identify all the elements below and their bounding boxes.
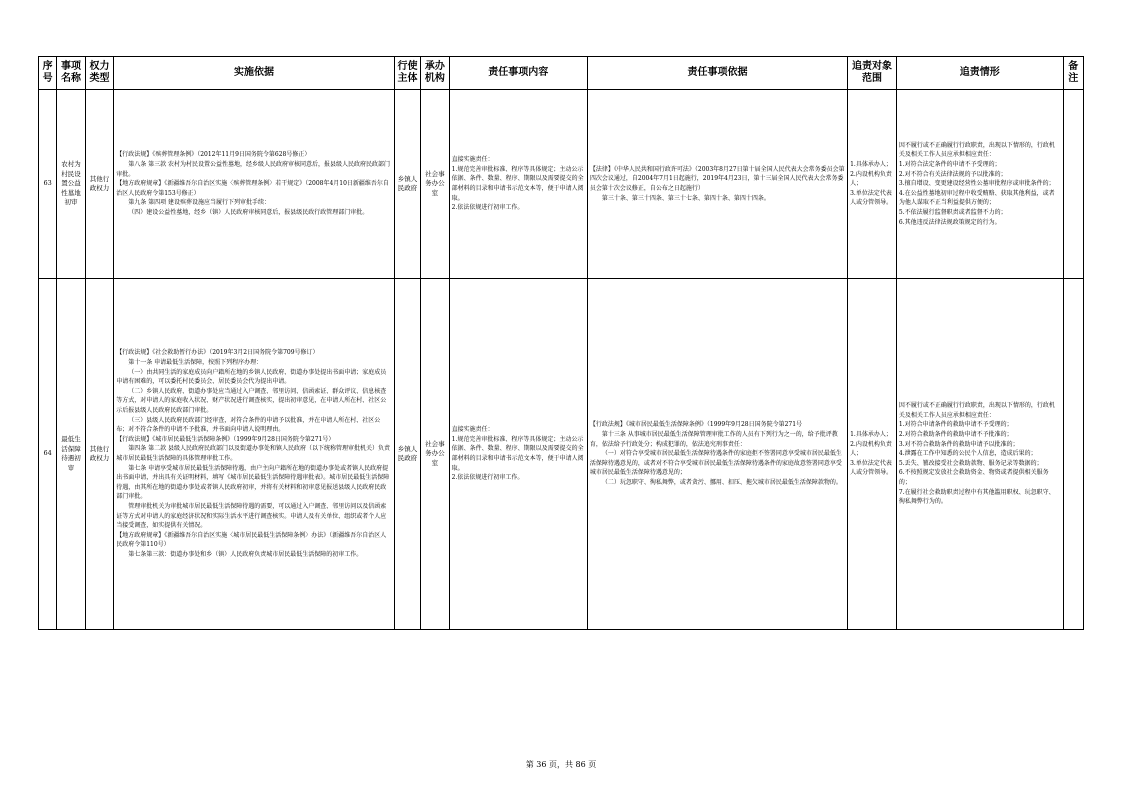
table-row — [39, 279, 1084, 630]
duty-basis-cell — [587, 90, 847, 279]
table-row — [39, 90, 1084, 279]
basis-paragraph: 第八条 第三款 农村为村民设置公益性墓地，经乡级人民政府审核同意后，报县级人民政府民政部门审批。 — [116, 161, 391, 178]
basis-paragraph: 第七条第三款：街道办事处和乡（镇）人民政府负责城市居民最低生活保障的初审工作。 — [128, 550, 363, 558]
circumstance-line: 6.不按照规定发放社会救助资金、物资或者提供相关服务的； — [898, 469, 1049, 486]
header-item-name: 事项名称 — [57, 57, 85, 90]
circumstance-line: 1.对符合法定条件的申请不予受理的； — [898, 161, 1001, 169]
header-power-type: 权力类型 — [85, 57, 113, 90]
circumstance-line: 2.对不符合有关法律法规的予以批准的； — [898, 170, 1007, 178]
basis-paragraph: （一）由共同生活的家庭成员向户籍所在地的乡镇人民政府、街道办事处提出书面申请；家庭成员申请有困难的，可以委托村民委员会、居民委员会代为提出申请。 — [116, 368, 387, 386]
circumstance-line: 4.在公益性墓地初审过程中收受贿赂、获取其他利益，或者为他人谋取不正当利益提供方便的； — [898, 189, 1055, 207]
circumstance-line: 4.泄露在工作中知悉的公民个人信息，造成后果的； — [898, 450, 1037, 458]
basis-paragraph: 第九条 第四项 建设殡葬设施应当履行下列审批手续： — [128, 199, 271, 207]
accountable-line: 3.单位法定代表人或分管领导。 — [850, 189, 893, 207]
header-remark: 备注 — [1063, 57, 1083, 90]
responsibility-table — [38, 56, 1084, 630]
subject-cell: 乡镇人民政府 — [394, 90, 420, 279]
basis-cell — [114, 279, 395, 630]
duty-basis-cell — [587, 279, 847, 630]
header-subject: 行使主体 — [394, 57, 420, 90]
duty-basis-paragraph: 第三十条、第三十四条、第三十七条、第四十条、第四十四条。 — [601, 194, 770, 202]
accountable-line: 3.单位法定代表人或分管领导。 — [850, 459, 893, 477]
basis-paragraph: （四）建设公益性墓地，经乡（镇）人民政府审核同意后，报县级民政行政管理部门审批。 — [128, 208, 369, 216]
basis-paragraph: 第七条 申请享受城市居民最低生活保障待遇，由户主向户籍所在地的街道办事处或者镇人民政府提出书面申请，并出具有关证明材料，填写《城市居民最低生活保障待遇审批表》。城市居民最低生活保障待遇，由其所在地的街道办事处或者镇人民政府初审，并将有关材料和初审意见报送县级人民政府民政部门审批。 — [116, 464, 390, 501]
duty-basis-paragraph: 【法律】《中华人民共和国行政许可法》（2003年8月27日第十届全国人民代表大会常务委员会第四次会议通过，自2004年7月1日起施行，2019年4月23日，第十三届全国人民代表大会常务委员会第十次会议修正，自公布之日起施行） — [589, 165, 845, 192]
header-basis: 实施依据 — [114, 57, 395, 90]
circumstance-line: 2.对符合救助条件的救助申请不予批准的； — [898, 431, 1013, 439]
duty-basis-paragraph: 第十三条 从事城市居民最低生活保障管理审批工作的人员有下列行为之一的，给予批评教育，依法给予行政处分；构成犯罪的，依法追究刑事责任： — [589, 431, 838, 448]
header-duty-content: 责任事项内容 — [449, 57, 587, 90]
header-row — [39, 57, 1084, 90]
item-name-cell: 最低生活保障待遇初审 — [57, 279, 85, 630]
page-footer: 第 36 页，共 86 页 — [525, 760, 597, 769]
basis-paragraph: 第四条 第二款 县级人民政府民政部门以及街道办事处和镇人民政府（以下统称管理审批机关）负责城市居民最低生活保障的具体管理审批工作。 — [116, 445, 391, 462]
circumstances-cell — [896, 279, 1063, 630]
duty-content-line: 直接实施责任： — [451, 156, 494, 164]
circumstance-line: 因不履行或不正确履行行政职责，出现以下情形的，行政机关及相关工作人员应承担相应责任： — [898, 141, 1055, 159]
office-cell: 社会事务办公室 — [421, 90, 449, 279]
seq-cell: 63 — [39, 90, 57, 279]
circumstance-line: 1.对符合申请条件的救助申请不予受理的； — [898, 421, 1013, 429]
duty-content-line: 直接实施责任： — [451, 426, 494, 434]
header-seq: 序号 — [39, 57, 57, 90]
accountable-line: 2.内设机构负责人； — [850, 170, 892, 188]
duty-content-line: 2.依法依规进行初审工作。 — [451, 474, 524, 482]
basis-paragraph: 【行政法规】《社会救助暂行办法》（2019年3月2日国务院令第709号修订） — [116, 349, 319, 357]
remark-cell — [1063, 279, 1083, 630]
accountable-cell — [848, 90, 897, 279]
duty-content-line: 1.规范完善审批标准、程序等具体规定；主动公示依据、条件、数量、程序、期限以及需要提交的全部材料的目录和申请书示范文本等，便于申请人阅取。 — [451, 435, 584, 472]
header-office: 承办机构 — [421, 57, 449, 90]
basis-paragraph: 【行政法规】《殡葬管理条例》（2012年11月9日国务院令第628号修正） — [116, 151, 311, 159]
power-type-cell: 其他行政权力 — [85, 90, 113, 279]
circumstance-line: 3.擅自增设、变更建设经营性公墓审批程序或审批条件的； — [898, 180, 1055, 188]
remark-cell — [1063, 90, 1083, 279]
basis-paragraph: （二）乡镇人民政府、街道办事处应当通过入户调查、邻里访问、信函索证、群众评议、信息核查等方式，对申请人的家庭收入状况、财产状况进行调查核实，提出初审意见，在申请人所在村、社区公示后报县级人民政府民政部门审批。 — [116, 387, 387, 415]
duty-content-cell — [449, 279, 587, 630]
power-type-cell: 其他行政权力 — [85, 279, 113, 630]
duty-basis-paragraph: 【行政法规】《城市居民最低生活保障条例》（1999年9月28日国务院令第271号 — [589, 421, 803, 429]
basis-paragraph: 【地方政府规章】《新疆维吾尔自治区实施〈殡葬管理条例〉若干规定》（2008年4月10日新疆维吾尔自治区人民政府令第153号修正） — [116, 180, 389, 197]
accountable-line: 1.具体承办人； — [850, 431, 892, 439]
accountable-line: 1.具体承办人； — [850, 161, 892, 169]
basis-paragraph: 第十一条 申请最低生活保障，按照下列程序办理： — [128, 359, 263, 367]
circumstance-line: 5.不依法履行监督职责或者监督不力的； — [898, 208, 1007, 216]
duty-content-line: 2.依法依规进行初审工作。 — [451, 204, 524, 212]
circumstance-line: 因不履行或不正确履行行政职责，出现以下情形的，行政机关及相关工作人员应承担相应责任： — [898, 402, 1055, 419]
header-duty-basis: 责任事项依据 — [587, 57, 847, 90]
basis-paragraph: （三）县级人民政府民政部门经审查，对符合条件的申请予以批准，并在申请人所在村、社区公布；对不符合条件的申请不予批准，并书面向申请人说明理由。 — [116, 416, 381, 434]
item-name-cell: 农村为村民设置公益性墓地初审 — [57, 90, 85, 279]
basis-cell — [114, 90, 395, 279]
header-circumstances: 追责情形 — [896, 57, 1063, 90]
seq-cell: 64 — [39, 279, 57, 630]
circumstances-cell — [896, 90, 1063, 279]
duty-basis-paragraph: （二）玩忽职守、徇私舞弊，或者贪污、挪用、扣压、拖欠城市居民最低生活保障款物的。 — [601, 478, 842, 486]
basis-paragraph: 管理审批机关为审批城市居民最低生活保障待遇的需要，可以通过入户调查、邻里访问以及信函索证等方式对申请人的家庭经济状况和实际生活水平进行调查核实。申请人及有关单位、组织或者个人应当接受调查，如实提供有关情况。 — [116, 502, 387, 530]
accountable-line: 2.内设机构负责人； — [850, 440, 892, 458]
circumstance-line: 7.在履行社会救助职责过程中有其他滥用职权、玩忽职守、徇私舞弊行为的。 — [898, 488, 1055, 506]
subject-cell: 乡镇人民政府 — [394, 279, 420, 630]
circumstance-line: 6.其他违反法律法规政策规定的行为。 — [898, 218, 1001, 226]
basis-paragraph: 【地方政府规章】《新疆维吾尔自治区实施〈城市居民最低生活保障条例〉办法》（新疆维吾尔自治区人民政府令第110号） — [116, 531, 387, 549]
circumstance-line: 3.对不符合救助条件的救助申请予以批准的； — [898, 440, 1019, 448]
accountable-cell — [848, 279, 897, 630]
office-cell: 社会事务办公室 — [421, 279, 449, 630]
circumstance-line: 5.丢失、篡改接受社会救助款物、服务记录等数据的； — [898, 459, 1043, 467]
duty-content-cell — [449, 90, 587, 279]
duty-basis-paragraph: （一）对符合享受城市居民最低生活保障待遇条件的家庭拒不签署同意享受城市居民最低生活保障待遇意见的，或者对不符合享受城市居民最低生活保障待遇条件的家庭故意签署同意享受城市居民最低生活保障待遇意见的； — [589, 450, 842, 477]
header-accountable: 追责对象范围 — [848, 57, 897, 90]
basis-paragraph: 【行政法规】《城市居民最低生活保障条例》（1999年9月28日国务院令第271号） — [116, 435, 335, 443]
duty-content-line: 1.规范完善审批标准、程序等具体规定；主动公示依据、条件、数量、程序、期限以及需要提交的全部材料的目录和申请书示范文本等，便于申请人阅取。 — [451, 165, 584, 202]
